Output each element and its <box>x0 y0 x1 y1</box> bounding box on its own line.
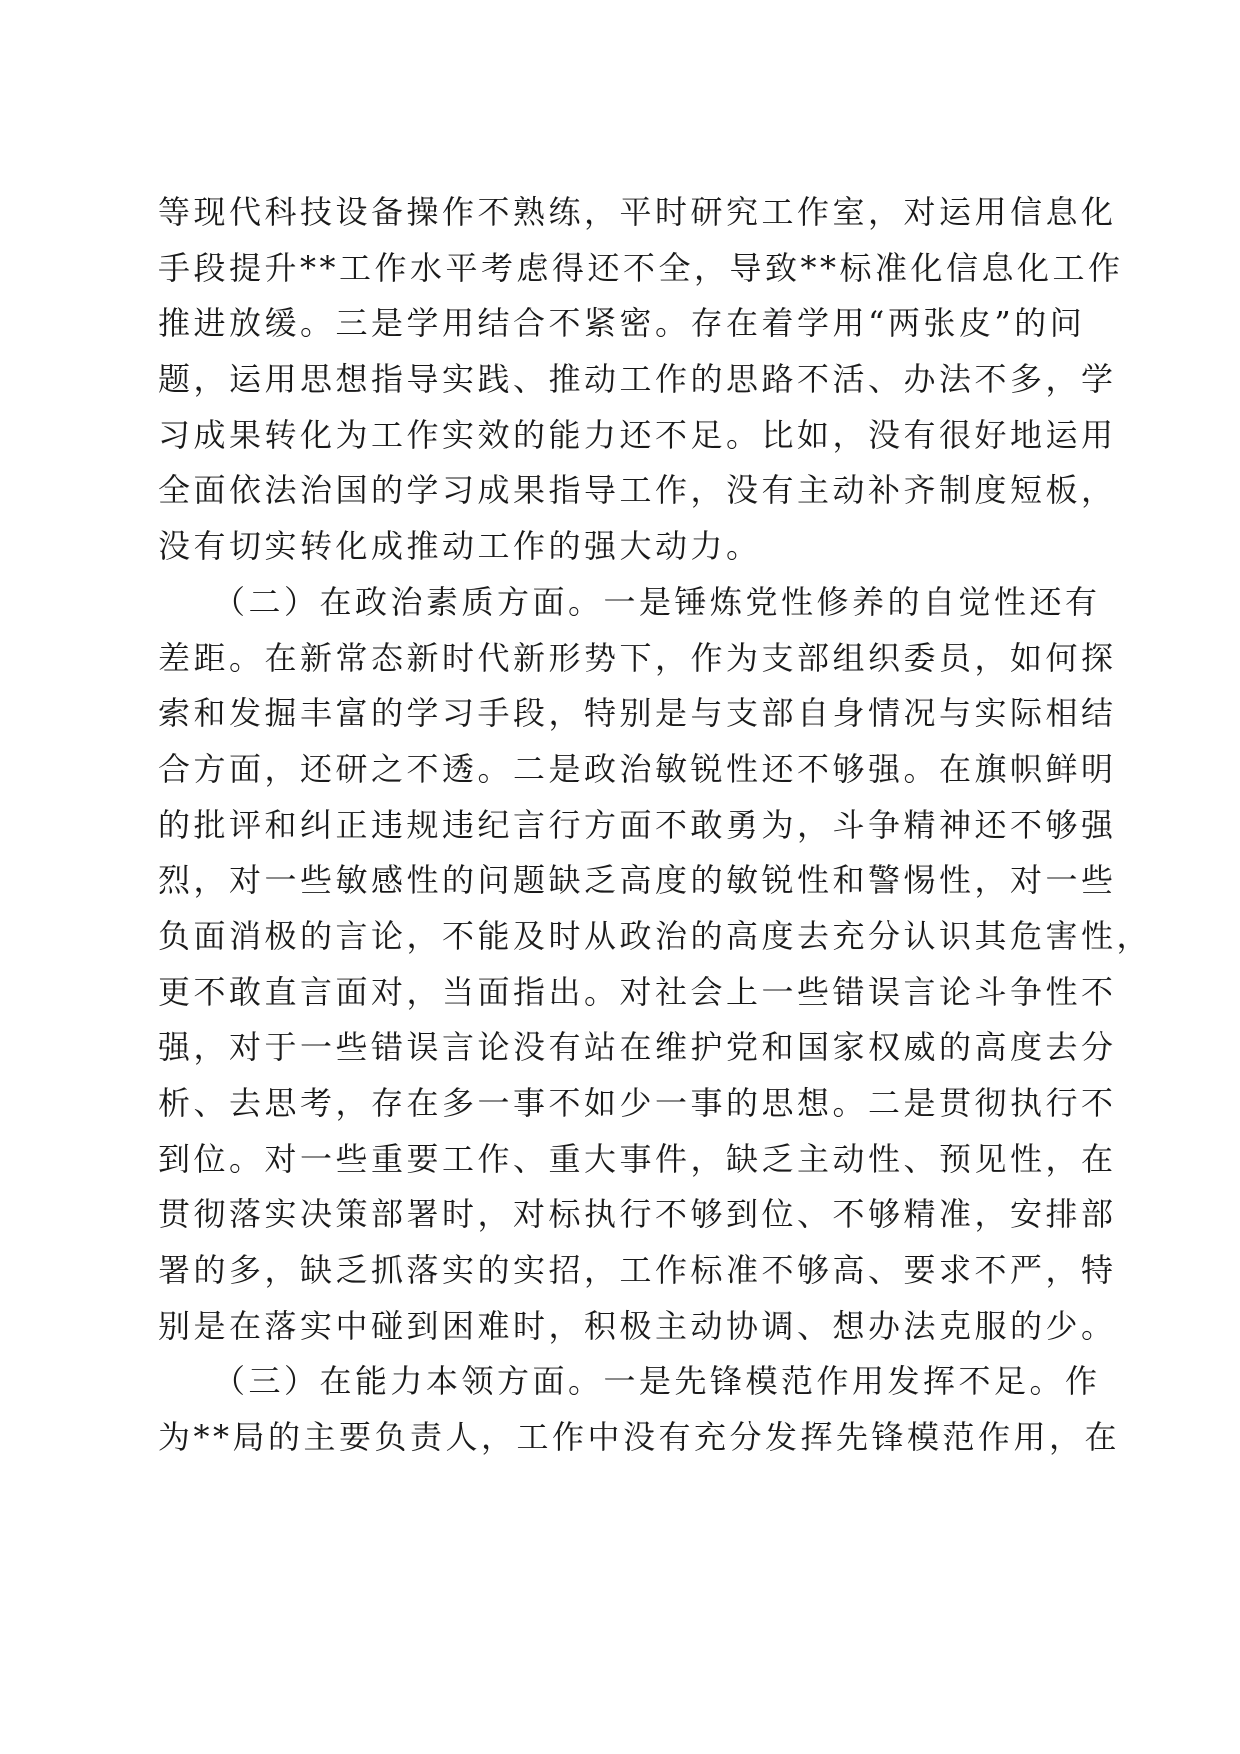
body-text <box>158 185 1153 1466</box>
text-line: 习成果转化为工作实效的能力还不足。比如，没有很好地运用 <box>158 415 1117 454</box>
text-line: 更不敢直言面对，当面指出。对社会上一些错误言论斗争性不 <box>158 972 1117 1011</box>
paragraph-end-line: 没有切实转化成推动工作的强大动力。 <box>158 527 762 566</box>
text-line: 差距。在新常态新时代新形势下，作为支部组织委员，如何探 <box>158 638 1117 677</box>
text-line: 题，运用思想指导实践、推动工作的思路不活、办法不多，学 <box>158 360 1117 399</box>
section-heading-line: （二）在政治素质方面。一是锤炼党性修养的自觉性还有 <box>158 582 1101 621</box>
section-heading-line: （三）在能力本领方面。一是先锋模范作用发挥不足。作 <box>158 1362 1101 1401</box>
text-line: 强，对于一些错误言论没有站在维护党和国家权威的高度去分 <box>158 1028 1117 1067</box>
text-line: 索和发掘丰富的学习手段，特别是与支部自身情况与实际相结 <box>158 694 1117 733</box>
text-line: 负面消极的言论，不能及时从政治的高度去充分认识其危害性， <box>158 916 1153 955</box>
paragraph-end-line: 别是在落实中碰到困难时，积极主动协调、想办法克服的少。 <box>158 1306 1117 1345</box>
text-line: 为**局的主要负责人，工作中没有充分发挥先锋模范作用，在 <box>158 1418 1121 1457</box>
text-line: 合方面，还研之不透。二是政治敏锐性还不够强。在旗帜鲜明 <box>158 749 1117 788</box>
text-line: 推进放缓。三是学用结合不紧密。存在着学用“两张皮”的问 <box>158 304 1086 343</box>
text-line: 等现代科技设备操作不熟练，平时研究工作室，对运用信息化 <box>158 193 1117 231</box>
text-line: 析、去思考，存在多一事不如少一事的思想。二是贯彻执行不 <box>158 1084 1117 1122</box>
text-line: 署的多，缺乏抓落实的实招，工作标准不够高、要求不严，特 <box>158 1251 1117 1290</box>
text-line: 全面依法治国的学习成果指导工作，没有主动补齐制度短板， <box>158 471 1117 510</box>
text-line: 的批评和纠正违规违纪言行方面不敢勇为，斗争精神还不够强 <box>158 805 1117 844</box>
text-line: 烈，对一些敏感性的问题缺乏高度的敏锐性和警惕性，对一些 <box>158 861 1117 900</box>
text-line: 贯彻落实决策部署时，对标执行不够到位、不够精准，安排部 <box>158 1195 1117 1234</box>
text-line: 到位。对一些重要工作、重大事件，缺乏主动性、预见性，在 <box>158 1139 1117 1178</box>
text-line: 手段提升**工作水平考虑得还不全，导致**标准化信息化工作 <box>158 248 1124 287</box>
